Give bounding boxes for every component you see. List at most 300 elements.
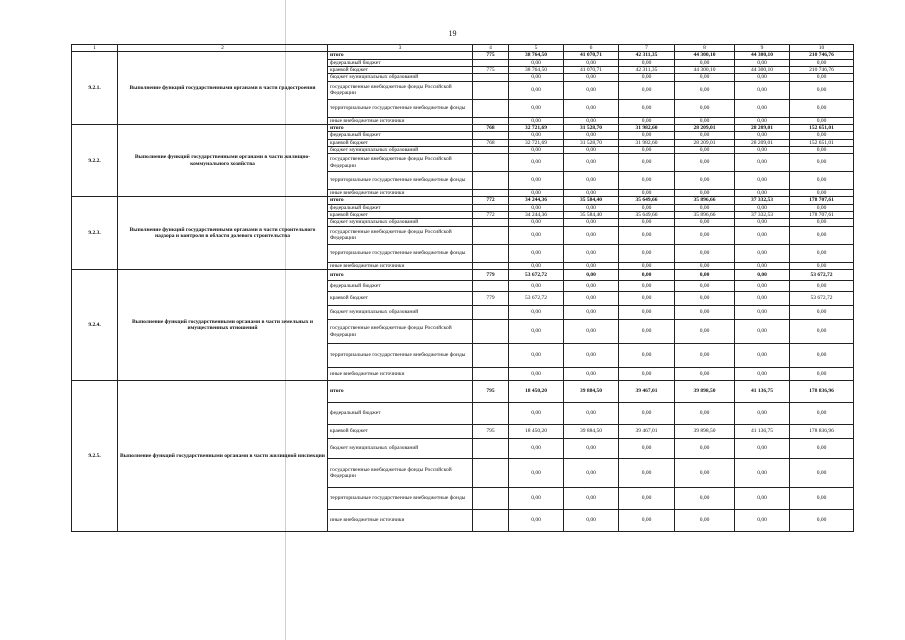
amount-cell: 37 332,53 bbox=[735, 212, 790, 219]
amount-cell: 178 836,96 bbox=[790, 425, 854, 439]
section-number: 9.2.3. bbox=[72, 197, 118, 270]
table-row bbox=[72, 270, 854, 281]
amount-cell: 0,00 bbox=[675, 154, 735, 172]
amount-cell: 0,00 bbox=[509, 262, 564, 269]
amount-cell: 35 649,66 bbox=[619, 197, 675, 204]
budget-code bbox=[473, 74, 509, 81]
amount-cell: 0,00 bbox=[619, 59, 675, 66]
amount-cell: 0,00 bbox=[790, 172, 854, 190]
amount-cell: 0,00 bbox=[564, 459, 619, 488]
budget-code bbox=[473, 117, 509, 124]
amount-cell: 0,00 bbox=[790, 204, 854, 211]
amount-cell: 39 898,50 bbox=[675, 425, 735, 439]
amount-cell: 0,00 bbox=[675, 368, 735, 381]
amount-cell: 0,00 bbox=[735, 306, 790, 320]
amount-cell: 37 332,53 bbox=[735, 197, 790, 204]
amount-cell: 41 070,71 bbox=[564, 52, 619, 59]
amount-cell: 0,00 bbox=[790, 99, 854, 117]
amount-cell: 0,00 bbox=[619, 172, 675, 190]
amount-cell: 0,00 bbox=[509, 190, 564, 197]
amount-cell: 152 651,01 bbox=[790, 139, 854, 146]
amount-cell: 0,00 bbox=[509, 132, 564, 139]
funding-source: федеральный бюджет bbox=[328, 132, 473, 139]
amount-cell: 0,00 bbox=[675, 132, 735, 139]
amount-cell: 0,00 bbox=[619, 117, 675, 124]
amount-cell: 42 311,35 bbox=[619, 66, 675, 73]
page-number: 19 bbox=[448, 29, 457, 38]
amount-cell: 0,00 bbox=[675, 459, 735, 488]
budget-code bbox=[473, 190, 509, 197]
amount-cell: 0,00 bbox=[675, 190, 735, 197]
amount-cell: 0,00 bbox=[735, 204, 790, 211]
amount-cell: 34 244,36 bbox=[509, 197, 564, 204]
amount-cell: 0,00 bbox=[564, 154, 619, 172]
amount-cell: 0,00 bbox=[735, 488, 790, 510]
amount-cell: 0,00 bbox=[619, 204, 675, 211]
amount-cell: 210 746,76 bbox=[790, 66, 854, 73]
amount-cell: 39 884,50 bbox=[564, 381, 619, 403]
column-number-row bbox=[72, 45, 854, 52]
amount-cell: 32 721,69 bbox=[509, 139, 564, 146]
section-number: 9.2.4. bbox=[72, 270, 118, 381]
amount-cell: 0,00 bbox=[619, 244, 675, 262]
amount-cell: 0,00 bbox=[790, 190, 854, 197]
amount-cell: 0,00 bbox=[564, 439, 619, 459]
amount-cell: 0,00 bbox=[619, 281, 675, 292]
funding-source: иные внебюджетные источники bbox=[328, 190, 473, 197]
amount-cell: 0,00 bbox=[619, 439, 675, 459]
funding-source: федеральный бюджет bbox=[328, 204, 473, 211]
amount-cell: 0,00 bbox=[509, 403, 564, 425]
funding-source: федеральный бюджет bbox=[328, 59, 473, 66]
amount-cell: 44 300,10 bbox=[675, 52, 735, 59]
amount-cell: 0,00 bbox=[509, 306, 564, 320]
amount-cell: 0,00 bbox=[619, 403, 675, 425]
amount-cell: 0,00 bbox=[735, 59, 790, 66]
amount-cell: 0,00 bbox=[509, 510, 564, 532]
amount-cell: 0,00 bbox=[509, 81, 564, 99]
amount-cell: 0,00 bbox=[675, 172, 735, 190]
amount-cell: 0,00 bbox=[619, 510, 675, 532]
budget-code bbox=[473, 146, 509, 153]
amount-cell: 178 707,61 bbox=[790, 212, 854, 219]
amount-cell: 0,00 bbox=[675, 81, 735, 99]
amount-cell: 32 721,69 bbox=[509, 124, 564, 131]
amount-cell: 31 982,60 bbox=[619, 124, 675, 131]
amount-cell: 0,00 bbox=[564, 117, 619, 124]
amount-cell: 41 136,75 bbox=[735, 425, 790, 439]
amount-cell: 0,00 bbox=[619, 74, 675, 81]
amount-cell: 0,00 bbox=[564, 292, 619, 306]
amount-cell: 39 884,50 bbox=[564, 425, 619, 439]
amount-cell: 53 672,72 bbox=[509, 292, 564, 306]
amount-cell: 0,00 bbox=[790, 459, 854, 488]
amount-cell: 0,00 bbox=[675, 226, 735, 244]
budget-code bbox=[473, 403, 509, 425]
amount-cell: 0,00 bbox=[564, 510, 619, 532]
amount-cell: 39 898,50 bbox=[675, 381, 735, 403]
amount-cell: 0,00 bbox=[735, 320, 790, 344]
funding-source: бюджет муниципальных образований bbox=[328, 439, 473, 459]
funding-source: краевой бюджет bbox=[328, 139, 473, 146]
budget-code bbox=[473, 99, 509, 117]
amount-cell: 0,00 bbox=[790, 132, 854, 139]
amount-cell: 28 209,01 bbox=[675, 124, 735, 131]
funding-source: краевой бюджет bbox=[328, 425, 473, 439]
amount-cell: 28 209,01 bbox=[735, 139, 790, 146]
amount-cell: 0,00 bbox=[675, 306, 735, 320]
budget-code bbox=[473, 244, 509, 262]
funding-source: государственные внебюджетные фонды Российской Федерации bbox=[328, 226, 473, 244]
funding-source: итого bbox=[328, 197, 473, 204]
budget-code bbox=[473, 59, 509, 66]
amount-cell: 35 896,66 bbox=[675, 212, 735, 219]
amount-cell: 0,00 bbox=[564, 270, 619, 281]
table-row bbox=[72, 197, 854, 204]
amount-cell: 0,00 bbox=[675, 219, 735, 226]
amount-cell: 31 528,70 bbox=[564, 139, 619, 146]
amount-cell: 0,00 bbox=[564, 132, 619, 139]
amount-cell: 31 528,70 bbox=[564, 124, 619, 131]
amount-cell: 53 672,72 bbox=[790, 270, 854, 281]
amount-cell: 0,00 bbox=[790, 403, 854, 425]
section-number: 9.2.2. bbox=[72, 124, 118, 197]
funding-source: государственные внебюджетные фонды Российской Федерации bbox=[328, 320, 473, 344]
amount-cell: 0,00 bbox=[735, 117, 790, 124]
amount-cell: 0,00 bbox=[509, 59, 564, 66]
amount-cell: 39 467,01 bbox=[619, 381, 675, 403]
column-header: 7 bbox=[619, 45, 675, 52]
amount-cell: 38 764,50 bbox=[509, 66, 564, 73]
amount-cell: 34 244,36 bbox=[509, 212, 564, 219]
budget-code bbox=[473, 488, 509, 510]
amount-cell: 0,00 bbox=[790, 281, 854, 292]
amount-cell: 0,00 bbox=[790, 226, 854, 244]
amount-cell: 0,00 bbox=[790, 262, 854, 269]
amount-cell: 0,00 bbox=[619, 488, 675, 510]
amount-cell: 0,00 bbox=[509, 74, 564, 81]
amount-cell: 178 836,96 bbox=[790, 381, 854, 403]
budget-code: 779 bbox=[473, 270, 509, 281]
funding-source: иные внебюджетные источники bbox=[328, 510, 473, 532]
amount-cell: 0,00 bbox=[619, 190, 675, 197]
funding-source: государственные внебюджетные фонды Российской Федерации bbox=[328, 154, 473, 172]
amount-cell: 0,00 bbox=[675, 292, 735, 306]
amount-cell: 0,00 bbox=[675, 59, 735, 66]
column-header: 1 bbox=[72, 45, 118, 52]
amount-cell: 0,00 bbox=[509, 146, 564, 153]
funding-source: государственные внебюджетные фонды Российской Федерации bbox=[328, 459, 473, 488]
amount-cell: 0,00 bbox=[509, 281, 564, 292]
budget-code bbox=[473, 226, 509, 244]
amount-cell: 0,00 bbox=[675, 510, 735, 532]
amount-cell: 0,00 bbox=[509, 204, 564, 211]
amount-cell: 53 672,72 bbox=[509, 270, 564, 281]
amount-cell: 0,00 bbox=[790, 368, 854, 381]
amount-cell: 0,00 bbox=[735, 281, 790, 292]
budget-table bbox=[71, 44, 854, 532]
column-header: 9 bbox=[735, 45, 790, 52]
amount-cell: 0,00 bbox=[619, 292, 675, 306]
amount-cell: 0,00 bbox=[619, 368, 675, 381]
amount-cell: 0,00 bbox=[735, 219, 790, 226]
amount-cell: 0,00 bbox=[735, 99, 790, 117]
amount-cell: 0,00 bbox=[564, 172, 619, 190]
amount-cell: 0,00 bbox=[509, 244, 564, 262]
amount-cell: 0,00 bbox=[675, 344, 735, 368]
amount-cell: 0,00 bbox=[619, 459, 675, 488]
amount-cell: 0,00 bbox=[735, 226, 790, 244]
amount-cell: 0,00 bbox=[790, 244, 854, 262]
funding-source: территориальные государственные внебюджетные фонды bbox=[328, 172, 473, 190]
amount-cell: 0,00 bbox=[564, 204, 619, 211]
table-body bbox=[72, 52, 854, 532]
amount-cell: 0,00 bbox=[509, 172, 564, 190]
amount-cell: 0,00 bbox=[675, 99, 735, 117]
amount-cell: 0,00 bbox=[790, 488, 854, 510]
amount-cell: 0,00 bbox=[509, 439, 564, 459]
budget-code bbox=[473, 154, 509, 172]
amount-cell: 0,00 bbox=[619, 226, 675, 244]
amount-cell: 35 896,66 bbox=[675, 197, 735, 204]
column-header: 8 bbox=[675, 45, 735, 52]
budget-code bbox=[473, 132, 509, 139]
budget-code bbox=[473, 172, 509, 190]
funding-source: федеральный бюджет bbox=[328, 403, 473, 425]
amount-cell: 0,00 bbox=[564, 219, 619, 226]
amount-cell: 0,00 bbox=[619, 81, 675, 99]
amount-cell: 0,00 bbox=[564, 226, 619, 244]
amount-cell: 0,00 bbox=[619, 344, 675, 368]
amount-cell: 0,00 bbox=[735, 146, 790, 153]
amount-cell: 0,00 bbox=[619, 306, 675, 320]
amount-cell: 0,00 bbox=[675, 320, 735, 344]
amount-cell: 0,00 bbox=[564, 59, 619, 66]
amount-cell: 0,00 bbox=[735, 344, 790, 368]
budget-code bbox=[473, 262, 509, 269]
amount-cell: 0,00 bbox=[790, 510, 854, 532]
column-header: 6 bbox=[564, 45, 619, 52]
amount-cell: 0,00 bbox=[509, 320, 564, 344]
funding-source: итого bbox=[328, 381, 473, 403]
amount-cell: 0,00 bbox=[790, 74, 854, 81]
amount-cell: 0,00 bbox=[564, 74, 619, 81]
amount-cell: 0,00 bbox=[735, 510, 790, 532]
amount-cell: 0,00 bbox=[564, 99, 619, 117]
funding-source: бюджет муниципальных образований bbox=[328, 219, 473, 226]
funding-source: краевой бюджет bbox=[328, 212, 473, 219]
amount-cell: 0,00 bbox=[790, 344, 854, 368]
table-row bbox=[72, 124, 854, 131]
amount-cell: 0,00 bbox=[735, 368, 790, 381]
amount-cell: 0,00 bbox=[564, 403, 619, 425]
funding-source: краевой бюджет bbox=[328, 66, 473, 73]
amount-cell: 0,00 bbox=[509, 488, 564, 510]
amount-cell: 44 300,10 bbox=[735, 66, 790, 73]
amount-cell: 35 584,40 bbox=[564, 197, 619, 204]
section-number: 9.2.5. bbox=[72, 381, 118, 532]
funding-source: итого bbox=[328, 270, 473, 281]
amount-cell: 35 649,66 bbox=[619, 212, 675, 219]
amount-cell: 44 300,10 bbox=[675, 66, 735, 73]
budget-code bbox=[473, 204, 509, 211]
table-row bbox=[72, 52, 854, 59]
budget-code bbox=[473, 510, 509, 532]
amount-cell: 0,00 bbox=[509, 99, 564, 117]
budget-code bbox=[473, 81, 509, 99]
amount-cell: 0,00 bbox=[564, 146, 619, 153]
amount-cell: 0,00 bbox=[790, 306, 854, 320]
amount-cell: 0,00 bbox=[675, 117, 735, 124]
amount-cell: 0,00 bbox=[675, 270, 735, 281]
amount-cell: 0,00 bbox=[675, 281, 735, 292]
budget-code: 768 bbox=[473, 139, 509, 146]
section-title: Выполнение функций государственными органами в части жилищно-коммунального хозяйства bbox=[118, 124, 328, 197]
amount-cell: 0,00 bbox=[790, 117, 854, 124]
budget-code: 772 bbox=[473, 197, 509, 204]
amount-cell: 53 672,72 bbox=[790, 292, 854, 306]
budget-code: 779 bbox=[473, 292, 509, 306]
amount-cell: 0,00 bbox=[735, 244, 790, 262]
amount-cell: 18 450,20 bbox=[509, 425, 564, 439]
budget-code bbox=[473, 320, 509, 344]
budget-code bbox=[473, 344, 509, 368]
amount-cell: 0,00 bbox=[675, 204, 735, 211]
amount-cell: 0,00 bbox=[735, 154, 790, 172]
amount-cell: 0,00 bbox=[619, 99, 675, 117]
budget-code bbox=[473, 281, 509, 292]
funding-source: государственные внебюджетные фонды Российской Федерации bbox=[328, 81, 473, 99]
budget-code: 772 bbox=[473, 212, 509, 219]
amount-cell: 0,00 bbox=[619, 320, 675, 344]
amount-cell: 0,00 bbox=[735, 439, 790, 459]
section-number: 9.2.1. bbox=[72, 52, 118, 125]
amount-cell: 0,00 bbox=[790, 59, 854, 66]
funding-source: территориальные государственные внебюджетные фонды bbox=[328, 99, 473, 117]
funding-source: бюджет муниципальных образований bbox=[328, 74, 473, 81]
amount-cell: 39 467,01 bbox=[619, 425, 675, 439]
amount-cell: 0,00 bbox=[735, 81, 790, 99]
amount-cell: 0,00 bbox=[675, 244, 735, 262]
amount-cell: 35 584,40 bbox=[564, 212, 619, 219]
amount-cell: 0,00 bbox=[509, 117, 564, 124]
funding-source: иные внебюджетные источники bbox=[328, 262, 473, 269]
amount-cell: 0,00 bbox=[675, 439, 735, 459]
budget-code bbox=[473, 306, 509, 320]
amount-cell: 0,00 bbox=[564, 344, 619, 368]
amount-cell: 0,00 bbox=[564, 306, 619, 320]
amount-cell: 0,00 bbox=[564, 281, 619, 292]
amount-cell: 41 136,75 bbox=[735, 381, 790, 403]
amount-cell: 0,00 bbox=[675, 262, 735, 269]
amount-cell: 0,00 bbox=[675, 488, 735, 510]
amount-cell: 0,00 bbox=[619, 154, 675, 172]
funding-source: итого bbox=[328, 52, 473, 59]
budget-code bbox=[473, 219, 509, 226]
amount-cell: 0,00 bbox=[509, 459, 564, 488]
funding-source: бюджет муниципальных образований bbox=[328, 146, 473, 153]
funding-source: итого bbox=[328, 124, 473, 131]
amount-cell: 0,00 bbox=[790, 154, 854, 172]
funding-source: федеральный бюджет bbox=[328, 281, 473, 292]
amount-cell: 42 311,35 bbox=[619, 52, 675, 59]
amount-cell: 28 209,01 bbox=[735, 124, 790, 131]
amount-cell: 0,00 bbox=[790, 219, 854, 226]
amount-cell: 178 707,61 bbox=[790, 197, 854, 204]
table-row bbox=[72, 381, 854, 403]
amount-cell: 0,00 bbox=[509, 344, 564, 368]
amount-cell: 0,00 bbox=[735, 172, 790, 190]
amount-cell: 0,00 bbox=[509, 219, 564, 226]
amount-cell: 38 764,50 bbox=[509, 52, 564, 59]
section-title: Выполнение функций государственными органами в части жилищной инспекции bbox=[118, 381, 328, 532]
amount-cell: 0,00 bbox=[735, 74, 790, 81]
column-header: 2 bbox=[118, 45, 328, 52]
amount-cell: 0,00 bbox=[735, 132, 790, 139]
amount-cell: 0,00 bbox=[735, 190, 790, 197]
budget-code: 795 bbox=[473, 381, 509, 403]
column-header: 4 bbox=[473, 45, 509, 52]
amount-cell: 0,00 bbox=[564, 244, 619, 262]
section-title: Выполнение функций государственными органами в части земельных и имущественных отношений bbox=[118, 270, 328, 381]
funding-source: территориальные государственные внебюджетные фонды bbox=[328, 488, 473, 510]
amount-cell: 0,00 bbox=[790, 320, 854, 344]
amount-cell: 0,00 bbox=[564, 262, 619, 269]
column-header: 3 bbox=[328, 45, 473, 52]
section-title: Выполнение функций государственными органами в части строительного надзора и контроля в области долевого строительства bbox=[118, 197, 328, 270]
funding-source: территориальные государственные внебюджетные фонды bbox=[328, 344, 473, 368]
amount-cell: 152 651,01 bbox=[790, 124, 854, 131]
amount-cell: 0,00 bbox=[619, 132, 675, 139]
amount-cell: 0,00 bbox=[619, 270, 675, 281]
amount-cell: 0,00 bbox=[675, 146, 735, 153]
amount-cell: 0,00 bbox=[790, 439, 854, 459]
amount-cell: 0,00 bbox=[790, 81, 854, 99]
amount-cell: 0,00 bbox=[675, 403, 735, 425]
budget-code bbox=[473, 439, 509, 459]
funding-source: иные внебюджетные источники bbox=[328, 117, 473, 124]
budget-code bbox=[473, 459, 509, 488]
amount-cell: 28 209,01 bbox=[675, 139, 735, 146]
amount-cell: 0,00 bbox=[564, 190, 619, 197]
amount-cell: 0,00 bbox=[675, 74, 735, 81]
amount-cell: 0,00 bbox=[619, 219, 675, 226]
column-header: 10 bbox=[790, 45, 854, 52]
amount-cell: 0,00 bbox=[735, 403, 790, 425]
section-title: Выполнение функций государственными органами в части градостроения bbox=[118, 52, 328, 125]
amount-cell: 0,00 bbox=[735, 270, 790, 281]
amount-cell: 0,00 bbox=[735, 262, 790, 269]
funding-source: бюджет муниципальных образований bbox=[328, 306, 473, 320]
amount-cell: 0,00 bbox=[564, 488, 619, 510]
amount-cell: 0,00 bbox=[509, 226, 564, 244]
amount-cell: 41 070,71 bbox=[564, 66, 619, 73]
budget-code: 768 bbox=[473, 124, 509, 131]
amount-cell: 18 450,20 bbox=[509, 381, 564, 403]
amount-cell: 0,00 bbox=[564, 320, 619, 344]
funding-source: иные внебюджетные источники bbox=[328, 368, 473, 381]
budget-code: 775 bbox=[473, 66, 509, 73]
amount-cell: 0,00 bbox=[619, 262, 675, 269]
budget-code bbox=[473, 368, 509, 381]
amount-cell: 0,00 bbox=[735, 292, 790, 306]
amount-cell: 31 982,60 bbox=[619, 139, 675, 146]
budget-code: 795 bbox=[473, 425, 509, 439]
amount-cell: 210 746,76 bbox=[790, 52, 854, 59]
column-header: 5 bbox=[509, 45, 564, 52]
amount-cell: 0,00 bbox=[509, 154, 564, 172]
amount-cell: 0,00 bbox=[790, 146, 854, 153]
